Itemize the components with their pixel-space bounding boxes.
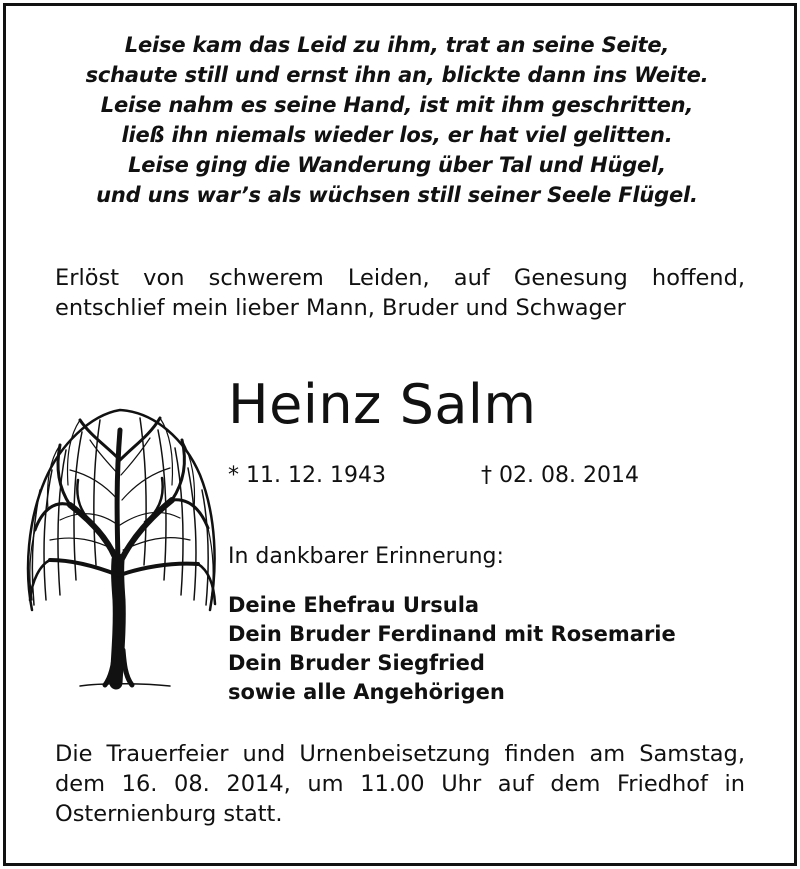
poem-line: ließ ihn niemals wieder los, er hat viel gelitten.: [121, 123, 673, 147]
mourner-line: Deine Ehefrau Ursula: [228, 593, 480, 617]
poem-line: und uns war’s als wüchsen still seiner Seele Flügel.: [96, 183, 698, 207]
mourner-line: sowie alle Angehörigen: [228, 680, 505, 704]
intro-line: entschlief mein lieber Mann, Bruder und Schwager: [55, 295, 626, 321]
birth-date: * 11. 12. 1943: [228, 463, 386, 488]
memory-label: In dankbarer Erinnerung:: [228, 544, 504, 569]
weeping-willow-tree-icon: [20, 400, 220, 690]
intro-line: Erlöst von schwerem Leiden, auf Genesung hoffend,: [55, 265, 745, 291]
mourners-list: [228, 591, 676, 707]
service-line: Die Trauerfeier und Urnenbeisetzung finden am Samstag,: [55, 741, 745, 767]
mourner-line: Dein Bruder Ferdinand mit Rosemarie: [228, 622, 676, 646]
service-line: dem 16. 08. 2014, um 11.00 Uhr auf dem Friedhof in: [55, 771, 745, 797]
poem-line: schaute still und ernst ihn an, blickte dann ins Weite.: [85, 63, 709, 87]
poem-line: Leise kam das Leid zu ihm, trat an seine Seite,: [124, 33, 670, 57]
intro-text: [55, 263, 745, 323]
poem: [0, 30, 794, 210]
mourner-line: Dein Bruder Siegfried: [228, 651, 485, 675]
service-notice: [55, 739, 745, 829]
service-line: Osternienburg statt.: [55, 801, 283, 827]
poem-line: Leise ging die Wanderung über Tal und Hügel,: [128, 153, 666, 177]
poem-line: Leise nahm es seine Hand, ist mit ihm geschritten,: [100, 93, 694, 117]
deceased-name: Heinz Salm: [228, 373, 537, 436]
death-date: † 02. 08. 2014: [481, 463, 639, 488]
